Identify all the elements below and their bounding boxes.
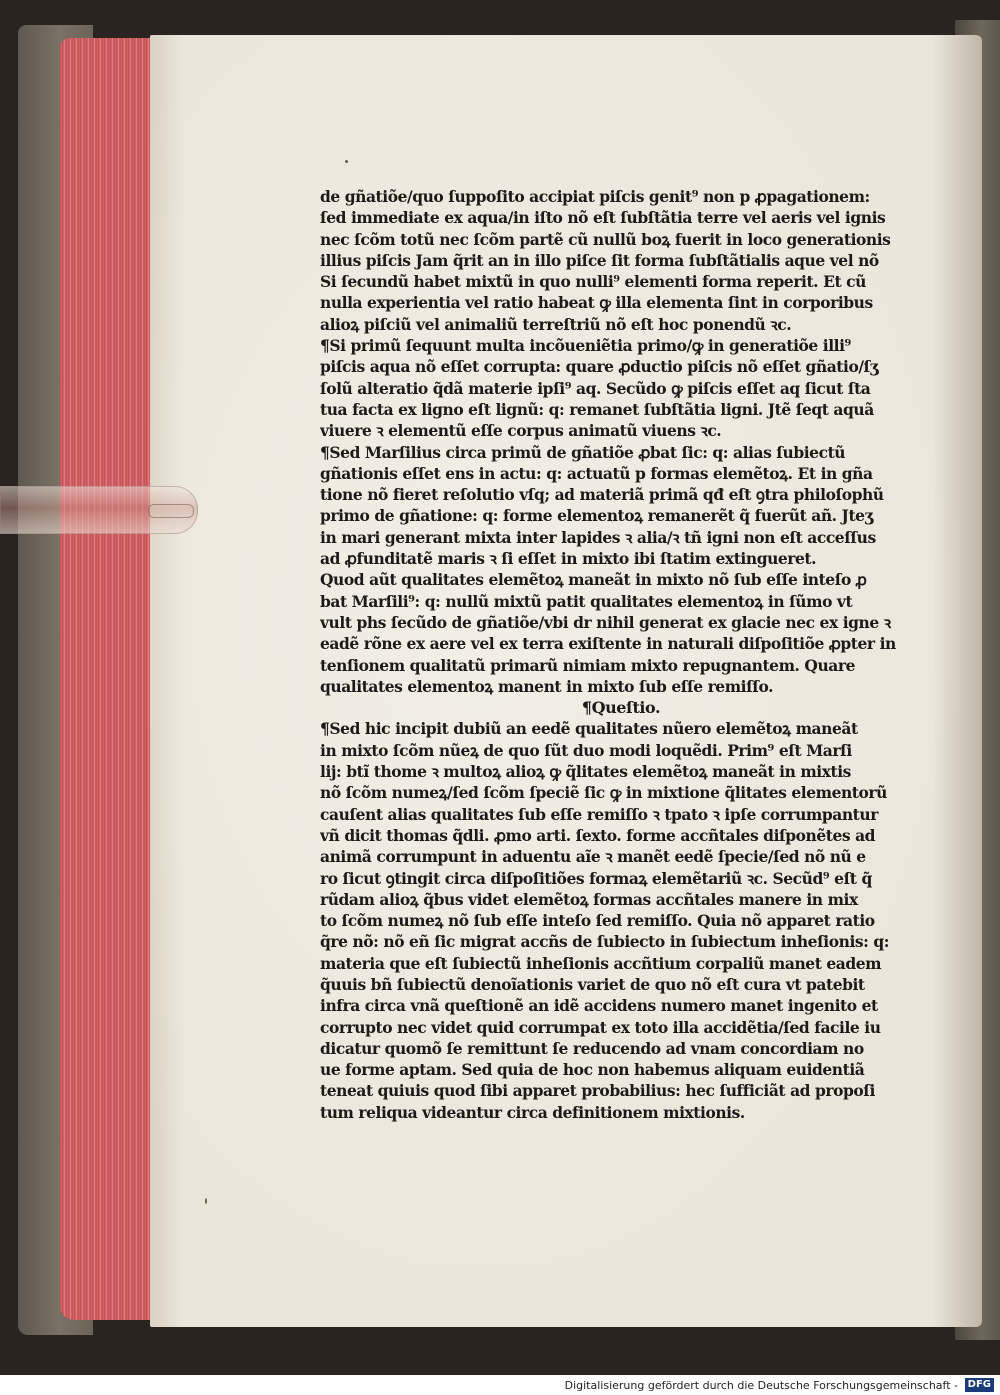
page-clip-hole xyxy=(148,504,194,518)
text-line: cauſent alias qualitates ſub eſſe remiſſo ꝛ tpato ꝛ ipſe corrumpantur xyxy=(320,804,878,824)
text-line: tum reliqua videantur circa definitionem mixtionis. xyxy=(320,1102,745,1122)
text-line: illius piſcis Jam q̃rit an in illo piſce ſit forma ſubſtãtialis aque vel nõ xyxy=(320,250,879,270)
section-heading: ¶Queſtio. xyxy=(581,698,661,718)
text-line: ſed immediate ex aqua/in iſto nõ eſt ſubſtãtia terre vel aeris vel ignis xyxy=(320,208,886,228)
text-line: tenſionem qualitatũ primarũ nimiam mixto repugnantem. Quare xyxy=(320,655,856,675)
text-line: primo de gñatione: q: forme elementoꝝ remanerẽt q̃ fuerũt añ. Jteʒ xyxy=(320,506,873,526)
text-line: lij: btĩ thome ꝛ multoꝝ alioꝝ ꝙ q̃litates elemẽtoꝝ maneãt in mixtis xyxy=(320,762,851,782)
text-line: q̃re nõ: nõ eñ ſic migrat accñs de ſubiecto in ſubiectum inheſionis: q: xyxy=(320,932,890,952)
text-line: vñ dicit thomas q̃dli. ꝓmo arti. ſexto. forme accñtales diſponẽtes ad xyxy=(320,825,876,845)
text-line: bat Marſili⁹: q: nullũ mixtũ patit qualitates elementoꝝ in ſũmo vt xyxy=(320,591,853,611)
text-line: teneat quiuis quod ſibi apparet probabilius: hec ſufficiãt ad propoſi xyxy=(320,1081,875,1101)
text-line: ¶Sed hic incipit dubiũ an eedẽ qualitates nũero elemẽtoꝝ maneãt xyxy=(320,719,858,739)
text-line: piſcis aqua nõ eſſet corrupta: quare ꝓductio piſcis nõ eſſet gñatio/ſʒ xyxy=(320,357,879,377)
text-line: ¶Si primũ ſequunt multa incõueniẽtia primo/ꝙ in generatiõe illi⁹ xyxy=(320,336,851,356)
text-line: eadẽ rõne ex aere vel ex terra exiſtente in naturali diſpoſitiõe ꝓpter in xyxy=(320,634,896,654)
text-line: alioꝝ piſciũ vel animaliũ terreſtriũ nõ eſt hoc ponendũ ꝛc. xyxy=(320,314,792,334)
text-line: nõ ſcõm numeꝝ/ſed ſcõm ſpeciẽ ſic ꝙ in mixtione q̃litates elementorũ xyxy=(320,783,887,803)
text-line: ſolũ alteratio q̃dã materie ipſi⁹ aq. Secũdo ꝙ piſcis eſſet aq ſicut ſta xyxy=(320,378,871,398)
text-line: viuere ꝛ elementũ eſſe corpus animatũ viuens ꝛc. xyxy=(320,421,722,441)
text-line: in mixto ſcõm nũeꝝ de quo ſũt duo modi loquẽdi. Prim⁹ eſt Marſi xyxy=(320,740,852,760)
text-line: in mari generant mixta inter lapides ꝛ alia/ꝛ tñ igni non eſt acceſſus xyxy=(320,527,876,547)
text-line: ad ꝓfunditatẽ maris ꝛ ſi eſſet in mixto ibi ſtatim extingueret. xyxy=(320,549,817,569)
text-line: tione nõ fieret reſolutio vſq; ad materiã primã qđ eſt ꝯtra philoſophũ xyxy=(320,485,884,505)
text-line: ue forme aptam. Sed quia de hoc non habemus aliquam euidentiã xyxy=(320,1060,865,1080)
text-line: vult phs ſecũdo de gñatiõe/vbi dr nihil generat ex glacie nec ex igne ꝛ xyxy=(320,612,891,632)
text-line: corrupto nec videt quid corrumpat ex toto illa accidẽtia/ſed facile iu xyxy=(320,1017,881,1037)
text-line: infra circa vnã queſtionẽ an idẽ accidens numero manet ingenito et xyxy=(320,996,878,1016)
text-line: to ſcõm numeꝝ nõ ſub eſſe inteſo ſed remiſſo. Quia nõ apparet ratio xyxy=(320,911,875,931)
text-line: ro ſicut ꝯtingit circa diſpoſitiões formaꝝ elemẽtariũ ꝛc. Secũd⁹ eſt q̃ xyxy=(320,868,872,888)
text-line: nulla experientia vel ratio habeat ꝙ illa elementa ſint in corporibus xyxy=(320,293,873,313)
page-edges xyxy=(60,38,160,1320)
text-line: de gñatiõe/quo ſuppoſito accipiat piſcis genit⁹ non p ꝓpagationem: xyxy=(320,187,870,206)
text-line: dicatur quomõ ſe remittunt ſe reducendo ad vnam concordiam no xyxy=(320,1038,864,1058)
text-line: Quod aũt qualitates elemẽtoꝝ maneãt in mixto nõ ſub eſſe inteſo ꝓ xyxy=(320,570,867,590)
text-line: q̃uuis bñ ſubiectũ denoĩationis variet de quo nõ eſt cura vt patebit xyxy=(320,974,865,994)
text-line: Si ſecundũ habet mixtũ in quo nulli⁹ elementi forma reperit. Et cũ xyxy=(320,272,866,292)
text-line: materia que eſt ſubiectũ inheſionis accñtium corpaliũ manet eadem xyxy=(320,953,882,973)
text-line: rũdam alioꝝ q̃bus videt elemẽtoꝝ formas accñtales manere in mix xyxy=(320,889,858,909)
text-line: gñationis eſſet ens in actu: q: actuatũ p formas elemẽtoꝝ. Et in gña xyxy=(320,463,873,483)
text-line: animã corrumpunt in aduentu aĩe ꝛ manẽt eedẽ ſpecie/ſed nõ nũ e xyxy=(320,847,866,867)
text-line: qualitates elementoꝝ manent in mixto ſub eſſe remiſſo. xyxy=(320,676,774,696)
text-line: nec ſcõm totũ nec ſcõm partẽ cũ nullũ boꝝ fuerit in loco generationis xyxy=(320,229,891,249)
ink-speck xyxy=(345,160,348,163)
funding-credit: Digitalisierung gefördert durch die Deutsche Forschungsgemeinschaft - xyxy=(564,1379,958,1392)
ink-speck xyxy=(205,1198,207,1204)
text-line: ¶Sed Marſilius circa primũ de gñatiõe ꝓbat ſic: q: alias ſubiectũ xyxy=(320,442,846,462)
dfg-logo: DFG xyxy=(965,1378,994,1392)
page-text xyxy=(320,186,922,1123)
text-line: tua facta ex ligno eſt lignũ: q: remanet ſubſtãtia ligni. Jtẽ ſeqt aquã xyxy=(320,399,874,419)
